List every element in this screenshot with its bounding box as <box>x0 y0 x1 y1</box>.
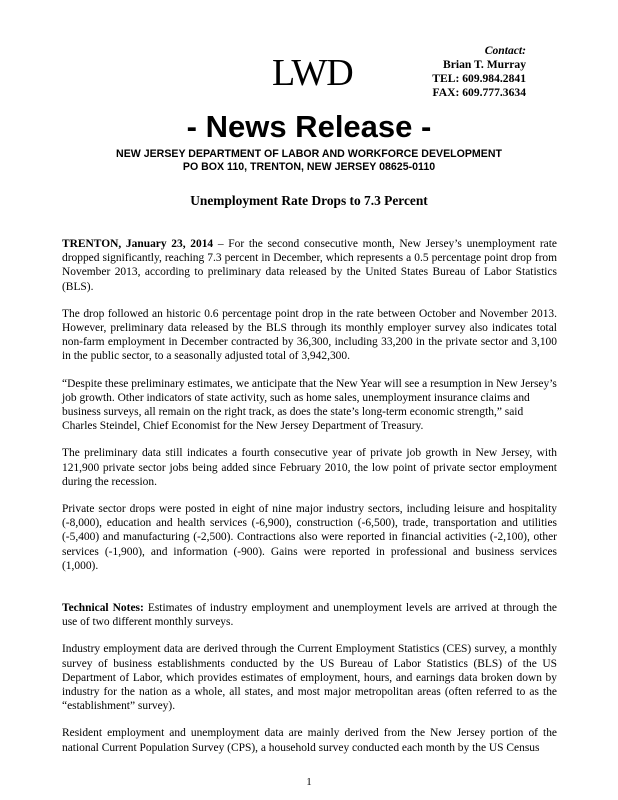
department-name: NEW JERSEY DEPARTMENT OF LABOR AND WORKFORCE DEVELOPMENT <box>116 148 502 160</box>
dateline: TRENTON, January 23, 2014 <box>62 238 214 250</box>
lwd-logo: LWD <box>272 52 353 94</box>
technical-notes-label: Technical Notes: <box>62 602 144 615</box>
contact-name: Brian T. Murray <box>443 58 526 71</box>
contact-fax: FAX: 609.777.3634 <box>432 86 526 99</box>
page-number: 1 <box>306 776 312 788</box>
contact-tel: TEL: 609.984.2841 <box>432 72 526 85</box>
paragraph-2: The drop followed an historic 0.6 percentage point drop in the rate between October and November 2013. However, preliminary data released by the BLS through its monthly employer survey also indicates total non-farm employment in December contracted by 36,300, including 33,200 in the private sector and 3,100 in the public sector, to a seasonally adjusted total of 3,942,300. <box>62 307 557 363</box>
paragraph-4: The preliminary data still indicates a fourth consecutive year of private job growth in New Jersey, with 121,900 private sector jobs being added since February 2010, the low point of private sector employment during the recession. <box>62 447 557 488</box>
paragraph-5: Private sector drops were posted in eight of nine major industry sectors, including leisure and hospitality (-8,000), education and health services (-6,900), construction (-6,500), trade, transportation and utilities (-5,400) and manufacturing (-2,500). Contractions also were reported in financial activities (-2,100), other services (-1,900), and information (-900). Gains were reported in professional and business services (1,000). <box>62 503 557 572</box>
paragraph-1 <box>62 237 557 294</box>
paragraph-1-text: – For the second consecutive month, New Jersey’s unemployment rate dropped significantly, reaching 7.3 percent in December, which represents a 0.5 percentage point drop from November 2013, according to preliminary data released by the United States Bureau of Labor Statistics (BLS). <box>62 238 558 293</box>
paragraph-7: Industry employment data are derived through the Current Employment Statistics (CES) survey, a monthly survey of business establishments conducted by the US Bureau of Labor Statistics (BLS) of the US Department of Labor, which provides estimates of employment, hours, and earnings data broken down by industry for the nation as a whole, all states, and most major metropolitan areas (often referred to as the “establishment” survey). <box>62 643 557 713</box>
paragraph-8: Resident employment and unemployment data are mainly derived from the New Jersey portion of the national Current Population Survey (CPS), a household survey conducted each month by the US Census <box>62 727 557 754</box>
technical-notes-text: Estimates of industry employment and unemployment levels are arrived at through the use of two different monthly surveys. <box>62 602 557 629</box>
release-body <box>62 237 557 768</box>
release-headline: Unemployment Rate Drops to 7.3 Percent <box>190 193 428 208</box>
technical-notes <box>62 601 557 629</box>
department-address: PO BOX 110, TRENTON, NEW JERSEY 08625-0110 <box>182 161 436 173</box>
paragraph-3-quote: “Despite these preliminary estimates, we anticipate that the New Year will see a resumption in New Jersey’s job growth. Other indicators of state activity, such as home sales, unemployment insurance claims and business surveys, all remain on the right track, as does the state’s long-term economic strength,” said Charles Steindel, Chief Economist for the New Jersey Department of Treasury. <box>62 377 557 433</box>
contact-block <box>432 44 526 100</box>
department-header <box>0 148 618 174</box>
contact-label: Contact: <box>484 44 526 57</box>
news-release-banner: - News Release - <box>186 109 432 144</box>
